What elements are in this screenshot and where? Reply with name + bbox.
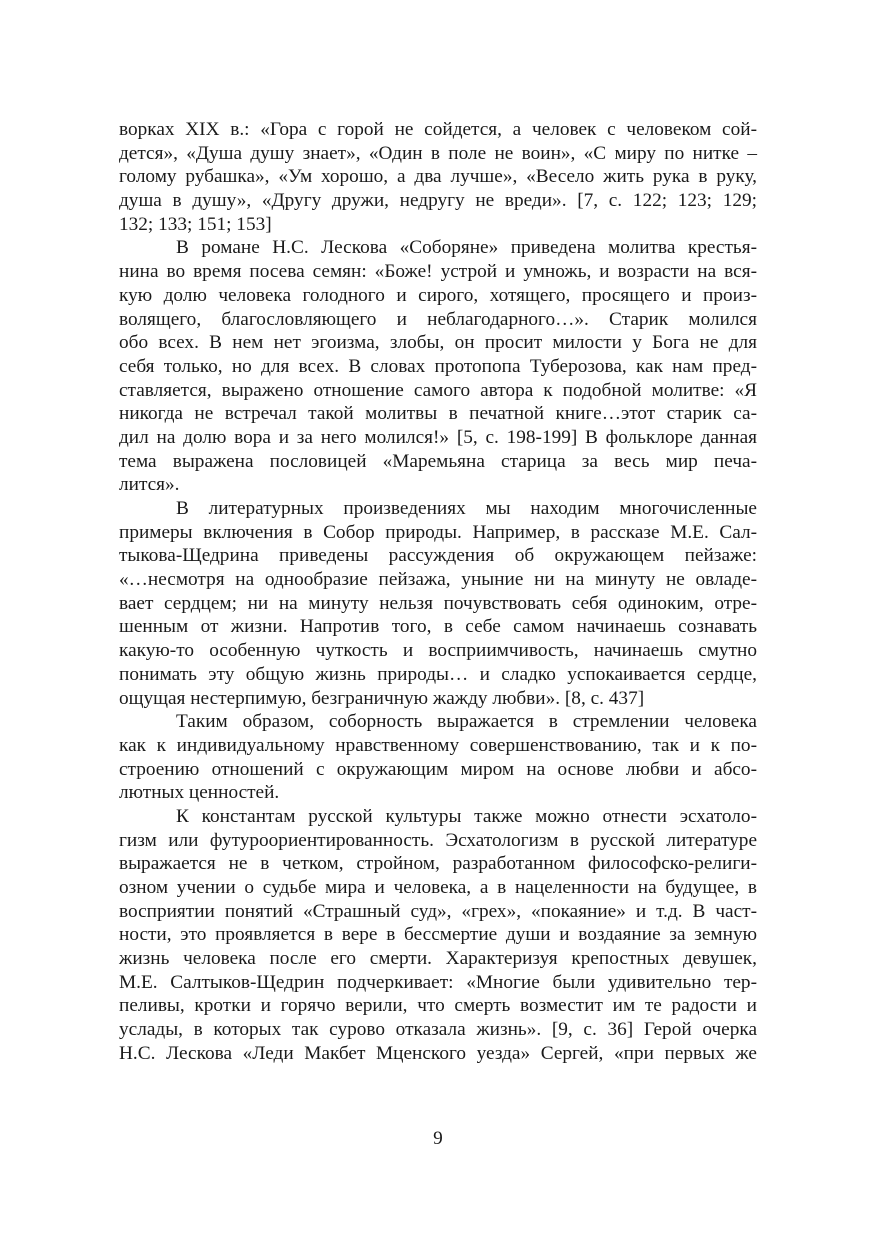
paragraph [119,710,757,805]
text-line: «…несмотря на однообразие пейзажа, уныние ни на минуту не овладе- [119,569,757,591]
text-line: услады, в которых так сурово отказала жизнь». [9, с. 36] Герой очерка [119,1019,757,1041]
paragraph [119,236,757,497]
text-line: примеры включения в Собор природы. Например, в рассказе М.Е. Сал- [119,521,757,543]
text-line: озном учении о судьбе мира и человека, а в нацеленности на будущее, в [119,877,757,898]
text-line: строению отношений с окружающим миром на основе любви и абсо- [119,758,757,780]
text-line: дется», «Душа душу знает», «Один в поле не воин», «С миру по нитке – [119,142,757,164]
text-line: нина во время посева семян: «Боже! устрой и умножь, и возрасти на вся- [119,261,757,283]
paragraph [119,497,757,710]
text-line: голому рубашка», «Ум хорошо, а два лучше», «Весело жить рука в руку, [119,166,757,188]
text-line: Таким образом, соборность выражается в стремлении человека [176,711,757,733]
text-line: волящего, благословляющего и неблагодарного…». Старик молился [119,308,757,330]
text-line: понимать эту общую жизнь природы… и сладко успокаивается сердце, [119,663,757,685]
text-line: ворках XIX в.: «Гора с горой не сойдется, а человек с человеком сой- [119,119,757,140]
text-line: себя только, но для всех. В словах протопопа Туберозова, как нам пред- [119,355,757,377]
text-line: В романе Н.С. Лескова «Соборяне» приведена молитва крестья- [176,237,757,259]
text-line: душа в душу», «Другу дружи, недругу не вреди». [7, с. 122; 123; 129; [119,190,757,212]
page-number: 9 [433,1128,443,1149]
text-line: кую долю человека голодного и сирого, хотящего, просящего и произ- [119,284,757,306]
text-line: как к индивидуальному нравственному совершенствованию, так и к по- [119,734,757,756]
paragraph [119,118,757,236]
text-line: никогда не встречал такой молитвы в печатной книге…этот старик са- [119,403,757,425]
text-line: гизм или футуроориентированность. Эсхатологизм в русской литературе [119,829,757,851]
text-line: тема выражена пословицей «Маремьяна старица за весь мир печа- [119,450,757,472]
text-line: выражается не в четком, стройном, разработанном философско-религи- [119,853,757,875]
text-line: 132; 133; 151; 153] [119,213,272,235]
text-line: дил на долю вора и за него молился!» [5, с. 198-199] В фольклоре данная [119,426,757,448]
text-line: ощущая нестерпимую, безграничную жажду любви». [8, с. 437] [119,687,645,709]
text-line: лютных ценностей. [119,782,280,804]
text-line: Н.С. Лескова «Леди Макбет Мценского уезда» Сергей, «при первых же [119,1042,757,1064]
text-line: В литературных произведениях мы находим многочисленные [176,498,757,519]
text-line: М.Е. Салтыков-Щедрин подчеркивает: «Многие были удивительно тер- [119,971,757,993]
text-line: восприятии понятий «Страшный суд», «грех», «покаяние» и т.д. В част- [119,900,757,922]
text-line: шенным от жизни. Напротив того, в себе самом начинаешь сознавать [119,616,757,638]
text-line: ставляется, выражено отношение самого автора к подобной молитве: «Я [119,379,757,401]
text-line: К константам русской культуры также можно отнести эсхатоло- [176,805,757,827]
text-line: ности, это проявляется в вере в бессмертие души и воздаяние за земную [119,924,757,946]
paragraph [119,805,757,1066]
text-line: жизнь человека после его смерти. Характеризуя крепостных девушек, [119,948,757,970]
text-line: тыкова-Щедрина приведены рассуждения об окружающем пейзаже: [119,545,757,567]
text-line: обо всех. В нем нет эгоизма, злобы, он просит милости у Бога не для [119,332,757,354]
text-line: пеливы, кротки и горячо верили, что смерть возместит им те радости и [119,995,757,1017]
text-line: лится». [119,474,180,496]
text-line: какую-то особенную чуткость и восприимчивость, начинаешь смутно [119,640,757,662]
body-text [119,118,757,1066]
text-line: вает сердцем; ни на минуту нельзя почувствовать себя одиноким, отре- [119,592,757,614]
